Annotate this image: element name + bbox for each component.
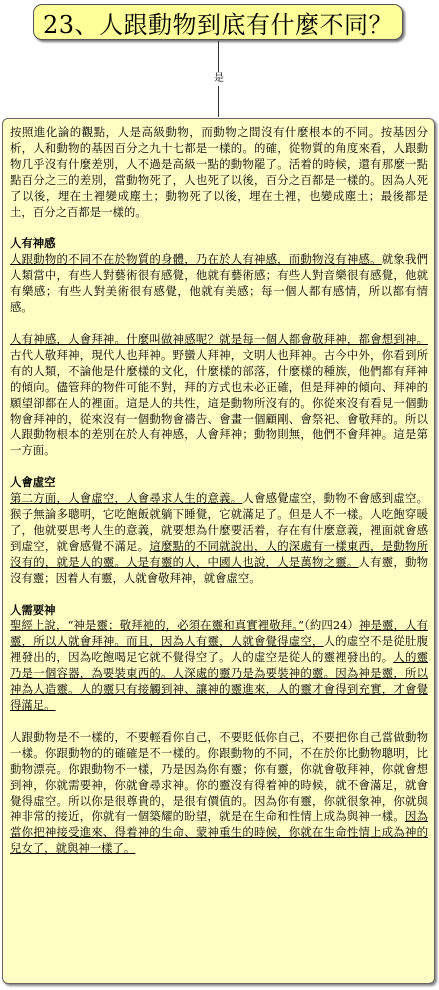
content-node xyxy=(2,118,435,984)
paragraph-text: 人跟動物是不一樣的，不要輕看你自己，不要貶低你自己，不要把你自己當做動物一樣。你跟動物的的確確是不一樣的。你跟動物的不同，不在於你比動物聰明，比動物漂亮。你跟動物不一樣，乃是因為你有靈；你有靈，你就會敬拜神，你就會想到神，你就需要神，你就會尋求神。你的靈沒有得着神的時候，就不會滿足，就會覺得虛空。所以你是很尊貴的，是很有價值的。因為你有靈，你就很象神，你就與神非常的接近，你就有一個築耀的盼望，就是在生命和性情上成為與神一樣。 xyxy=(10,729,428,824)
paragraph-text: 人的虛空不是從肚腹裡發出的，因為吃飽喝足它就不覺得空了。人的虛空是從人的靈裡發出的。 xyxy=(10,634,428,665)
underlined-text: 人跟動物的不同不在於物質的身體，乃在於人有神感，而動物沒有神感。 xyxy=(10,252,382,267)
title-node xyxy=(33,4,403,40)
paragraph-spirit-sense-2 xyxy=(10,332,428,459)
section-heading-spirit-sense: 人有神感 xyxy=(10,236,56,251)
paragraph-emptiness xyxy=(10,491,428,586)
section-heading-need-god: 人需要神 xyxy=(10,602,56,617)
paragraph-text: 人有靈，動物沒有靈；因着人有靈，人就會敬拜神，就會虛空。 xyxy=(10,554,428,585)
underlined-text: 人的靈乃是一個容器，為要裝東西的。人深處的靈乃是為要裝神的靈。因為神是靈，所以神為人造靈。人的靈只有接觸到神、讓神的靈進來，人的靈才會得到充實，才會覺得滿足。 xyxy=(10,650,428,712)
paragraph-need-god xyxy=(10,618,428,713)
paragraph-text: 古代人敬拜神，現代人也拜神。野蠻人拜神，文明人也拜神。古今中外，你看到所有的人類，不論他是什麼樣的文化，什麼樣的部落，什麼樣的種族，他們都有拜神的傾向。儘管拜的物件可能不對，拜的方式也未必正確，但是拜神的傾向、拜神的願望卻都在人的裡面。這是人的共性，這是動物所沒有的。你從來沒有看見一個動物會拜神的，從來沒有一個動物會禱告、會畫一個顧剛、會祭祀、會敬拜的。所以人跟動物根本的差別在於人有神感，人會拜神；動物則無，他們不會拜神。這是第一方面。 xyxy=(10,347,428,458)
scripture-reference: （約四24） xyxy=(303,618,360,633)
section-heading-emptiness: 人會虛空 xyxy=(10,475,56,490)
paragraph-text: 就象我們人類當中，有些人對藝術很有感覺，他就有藝術感；有些人對音樂很有感覺，他就有樂感；有些人對美術很有感覺，他就有美感；每一個人都有感情，所以都有情感。 xyxy=(10,252,428,315)
paragraph-spirit-sense-1 xyxy=(10,252,428,316)
paragraph-text: 人會感覺虛空，動物不會感到虛空。猴子無論多聰明，它吃飽飯就躺下睡覺，它就滿足了。但是人不一樣。人吃飽穿暖了，他就要思考人生的意義，就要想為什麼要活着，存在有什麼意義，裡面就會感到虛空，就會感覺不滿足。 xyxy=(10,491,428,553)
scripture-quote: “神是靈；敬拜祂的，必須在靈和真實裡敬拜。” xyxy=(67,618,304,633)
underlined-text: 聖經上說， xyxy=(10,618,68,633)
intro-paragraph: 按照進化論的觀點，人是高級動物，而動物之間沒有什麼根本的不同。按基因分析，人和動物的基因百分之九十七都是一樣的。的確，從物質的角度來看，人跟動物几乎沒有什麼差別，人不過是高級一點的動物罷了。活着的時候，還有那麼一點點百分之三的差別，當動物死了，人也死了以後，百分之百都是一樣的。因為人死了以後，埋在土裡變成塵土；動物死了以後，埋在土裡，也變成塵土；最後都是土，百分之百都是一樣的。 xyxy=(10,125,428,219)
underlined-text: 這麼點的不同就說出，人的深處有一樣東西，是動物所沒有的，就是人的靈。人是有靈的人，中國人也說，人是萬物之靈。 xyxy=(10,538,428,569)
connector-label: 是 xyxy=(210,72,228,86)
underlined-text: 第二方面，人會虛空，人會尋求人生的意義。 xyxy=(10,491,243,506)
underlined-text: 神是靈，人有靈，所以人就會拜神。而且，因為人有靈，人就會覺得虛空， xyxy=(10,618,428,649)
underlined-text: 人有神感，人會拜神。什麼叫做神感呢？就是每一個人都會敬拜神，都會想到神。 xyxy=(10,331,428,346)
title-text: 23、人跟動物到底有什麼不同？ xyxy=(42,10,394,39)
underlined-text: 因為當你把神接受進來、得着神的生命、蒙神重生的時候，你就在生命性情上成為神的兒女了，就與神一樣了。 xyxy=(10,809,428,856)
closing-paragraph xyxy=(10,730,428,857)
